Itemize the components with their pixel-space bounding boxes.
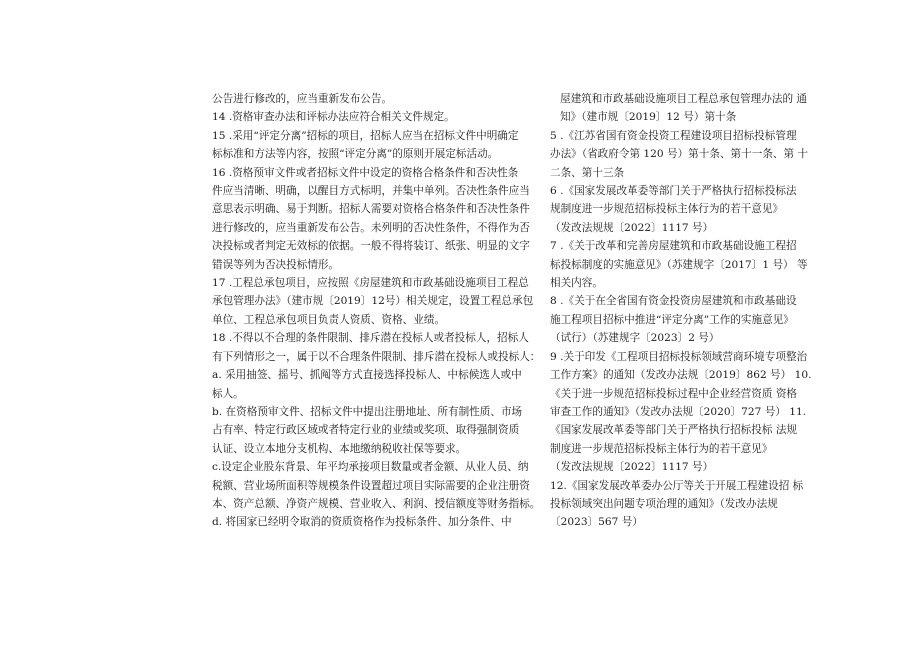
text-line: 12.《国家发展改革委办公厅等关于开展工程建设招 标 <box>550 479 804 492</box>
text-line: 错误等列为否决投标情形。 <box>212 258 340 271</box>
text-line: 屋建筑和市政基础设施项目工程总承包管理办法的 通 <box>560 93 808 105</box>
text-line: 规制度进一步规范招标投标主体行为的若干意见》 <box>550 203 784 216</box>
text-line: 制度进一步规范招标投标主体行为的若干意见》 <box>550 442 773 455</box>
text-line: 18 .不得以不合理的条件限制、排斥潜在投标人或者投标人，招标人 <box>212 332 529 345</box>
text-line: 9 .关于印发《工程项目招标投标领域营商环境专项整治 <box>550 350 808 363</box>
text-line: 公告进行修改的，应当重新发布公告。 <box>212 93 393 105</box>
text-line: 件应当清晰、明确，以醒目方式标明，并集中单列。否决性条件应当 <box>212 185 530 198</box>
text-line: 决投标或者判定无效标的依据。一般不得将装订、纸张、明显的文字 <box>212 240 530 253</box>
text-line: 标人。 <box>212 387 244 400</box>
text-line: 施工程项目招标中推进“评定分离”工作的实施意见》 <box>550 313 794 326</box>
text-line: 17 .工程总承包项目，应按照《房屋建筑和市政基础设施项目工程总 <box>212 277 529 290</box>
text-line: （试行）（苏建规字〔2023〕2 号） <box>550 332 720 345</box>
text-line: 相关内容。 <box>550 277 603 290</box>
text-line: 工作方案》的通知（发改办法规〔2019〕862 号） 10. <box>550 369 812 382</box>
text-line: 本、资产总额、净资产规模、营业收入、利润、授信额度等财务指标。 <box>212 497 540 510</box>
text-line: a. 采用抽签、摇号、抓阄等方式直接选择投标人、中标候选人或中 <box>212 369 522 382</box>
text-line: 《关于进一步规范招标投标过程中企业经营资质 资格 <box>550 387 798 400</box>
text-line: 办法》（省政府令第 120 号）第十条、第十一条、第 十 <box>550 148 809 161</box>
text-line: 占有率、特定行政区域或者特定行业的业绩或奖项、取得强制资质 <box>212 424 520 437</box>
text-line: b. 在资格预审文件、招标文件中提出注册地址、所有制性质、市场 <box>212 405 523 418</box>
text-line: 税额、营业场所面积等规模条件设置超过项目实际需要的企业注册资 <box>212 479 530 492</box>
left-column <box>212 90 540 532</box>
text-line: 知》（建市规〔2019〕12 号）第十条 <box>560 111 737 124</box>
text-line: （发改法规规〔2022〕1117 号） <box>550 221 714 234</box>
text-line: 《国家发展改革委等部门关于严格执行招标投标 法规 <box>550 424 798 437</box>
text-line: （发改法规规〔2022〕1117 号） <box>550 461 714 474</box>
text-line: 6 .《国家发展改革委等部门关于严格执行招标投标法 <box>550 185 797 198</box>
text-line: 承包管理办法》（建市规〔2019〕12号）相关规定，设置工程总承包 <box>212 295 534 308</box>
text-line: 有下列情形之一，属于以不合理条件限制、排斥潜在投标人或投标人： <box>212 350 540 363</box>
text-line: 7 .《关于改革和完善房屋建筑和市政基础设施工程招 <box>550 240 797 253</box>
text-line: 意思表示明确、易于判断。招标人需要对资格合格条件和否决性条件 <box>212 203 530 216</box>
text-line: 16 .资格预审文件或者招标文件中设定的资格合格条件和否决性条 <box>212 166 519 179</box>
text-line: c.设定企业股东背景、年平均承接项目数量或者金额、从业人员、纳 <box>212 461 529 474</box>
text-line: 15 .采用“评定分离”招标的项目，招标人应当在招标文件中明确定 <box>212 129 519 142</box>
text-line: 8 .《关于在全省国有资金投资房屋建筑和市政基础设 <box>550 295 797 308</box>
text-line: 进行修改的，应当重新发布公告。未列明的否决性条件，不得作为否 <box>212 221 530 234</box>
text-line: 14 .资格审查办法和评标办法应符合相关文件规定。 <box>212 111 455 124</box>
text-line: 二条、第十三条 <box>550 166 625 179</box>
text-line: 审查工作的通知》（发改办法规〔2020〕727 号） 11. <box>550 405 807 418</box>
text-line: 标标准和方法等内容，按照“评定分离”的原则开展定标活动。 <box>212 148 499 161</box>
text-line: 投标领域突出问题专项治理的通知》（发改办法规 <box>550 497 778 510</box>
text-line: d. 将国家已经明令取消的资质资格作为投标条件、加分条件、中 <box>212 516 512 529</box>
text-line: 认证、设立本地分支机构、本地缴纳税收社保等要求。 <box>212 442 467 455</box>
text-line: 〔2023〕567 号） <box>550 516 643 529</box>
text-line: 5 .《江苏省国有资金投资工程建设项目招标投标管理 <box>550 129 797 142</box>
text-line: 标投标制度的实施意见》（苏建规字〔2017〕1 号） 等 <box>550 258 808 271</box>
right-column <box>550 90 820 532</box>
text-line: 单位、工程总承包项目负责人资质、资格、业绩。 <box>212 313 446 326</box>
